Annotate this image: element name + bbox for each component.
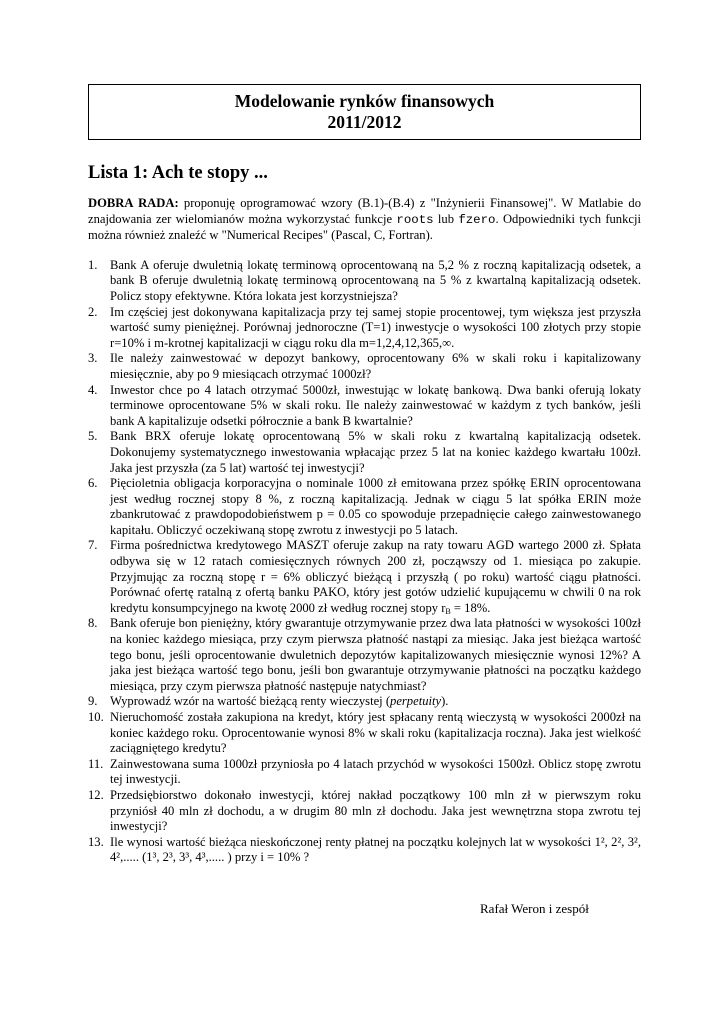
document-page: [88, 84, 641, 866]
problem-text: Bank BRX oferuje lokatę oprocentowaną 5% w skali roku z kwartalną kapitalizacją odsetek. Dokonujemy systematycznego inwestowania wpłacając przez 5 lat na koniec każdego kwartału 100zł. Jaka jest przyszła (za 5 lat) wartość tej inwestycji?: [110, 429, 641, 475]
problem-number: 3.: [88, 351, 98, 366]
code-fzero: fzero: [458, 212, 496, 227]
problem-item: [88, 538, 641, 616]
problem-item: [88, 476, 641, 538]
list-title: Lista 1: Ach te stopy ...: [88, 163, 268, 183]
problem-text: Zainwestowana suma 1000zł przyniosła po 4 latach przychód w wysokości 1500zł. Oblicz stopę zwrotu tej inwestycji.: [110, 756, 641, 787]
advice-paragraph: [88, 196, 641, 244]
problem-item: [88, 305, 641, 352]
rate-subscript: B: [445, 606, 451, 616]
academic-year: 2011/2012: [327, 112, 402, 132]
italic-term: perpetuity: [390, 694, 442, 709]
problem-list: [88, 258, 641, 866]
problem-text: Nieruchomość została zakupiona na kredyt, który jest spłacany rentą wieczystą w wysokości 2000zł na koniec każdego roku. Oprocentowanie wynosi 8% w skali roku (kapitalizacja roczna). Jaka jest wielkość zaciągniętego kredytu?: [110, 710, 641, 756]
problem-text: Inwestor chce po 4 latach otrzymać 5000zł, inwestując w lokatę bankową. Dwa banki oferują lokaty terminowe oprocentowane 5% w skali roku. Ile należy zainwestować w każdym z tych banków, jeśli bank A kapitalizuje odsetki półrocznie a bank B kwartalnie?: [110, 382, 641, 428]
code-roots: roots: [396, 212, 434, 227]
problem-number: 10.: [88, 710, 104, 724]
problem-number: 6.: [88, 476, 98, 491]
problem-item: [88, 429, 641, 476]
problem-number: 13.: [88, 834, 104, 849]
problem-number: 2.: [88, 304, 98, 319]
power-series: 1², 2², 3², 4²,..... (1³, 2³, 3³, 4³,..... ) przy i = 10% ?: [110, 834, 641, 865]
problem-number: 9.: [88, 694, 98, 709]
problem-number: 4.: [88, 382, 98, 397]
problem-text: Im częściej jest dokonywana kapitalizacja przy tej samej stopie procentowej, tym większa jest przyszła wartość sumy pieniężnej. Porównaj jednoroczne (T=1) inwestycje o wysokości 100 złotych przy stopie r=10% i m-krotnej kapitalizacji w ciągu roku dla m=1,2,4,12,365,∞.: [110, 304, 641, 350]
problem-item: [88, 835, 641, 866]
advice-text-b: lub: [433, 211, 459, 226]
problem-item: [88, 694, 641, 710]
problem-text: Bank A oferuje dwuletnią lokatę terminową oprocentowaną na 5,2 % z roczną kapitalizacją odsetek, a bank B oferuje dwuletnią lokatę terminową oprocentowaną na 5 % z kwartalną kapitalizacją odsetek. Policz stopy efektywne. Która lokata jest korzystniejsza?: [110, 257, 641, 303]
problem-text: Pięcioletnia obligacja korporacyjna o nominale 1000 zł emitowana przez spółkę ERIN oprocentowana jest według rocznej stopy 8 %, z roczną kapitalizacją. Jednak w ciągu 5 lat spółka ERIN może zbankrutować z prawdopodobieństwem p = 0.05 co spowoduje przepadnięcie całego zainwestowanego kapitału. Obliczyć oczekiwaną stopę zwrotu z inwestycji po 5 latach.: [110, 476, 641, 537]
problem-text: Ile wynosi wartość bieżąca nieskończonej renty płatnej na początku kolejnych lat w wysokości: [110, 834, 595, 849]
problem-number: 11.: [88, 756, 104, 771]
problem-text: Firma pośrednictwa kredytowego MASZT oferuje zakup na raty towaru AGD wartego 2000 zł. Spłata odbywa się w 12 ratach comiesięcznych równych 200 zł, począwszy od 1. miesiąca po zakupie. Przyjmując za roczną stopę r = 6% obliczyć bieżącą i przyszłą ( po roku) wartość ciągu płatności. Porównać ofertę ratalną z ofertą banku PAKO, który jest gotów udzielić kupującemu w chwili 0 na rok kredytu konsumpcyjnego na kwotę 2000 zł według rocznej stopy r: [110, 538, 641, 615]
problem-text-end: = 18%.: [450, 600, 491, 615]
problem-item: [88, 788, 641, 835]
problem-item: [88, 710, 641, 757]
header-box: [88, 84, 641, 140]
problem-number: 8.: [88, 616, 98, 631]
advice-text-a: proponuję oprogramować wzory (B.1)-(B.4) z "Inżynierii Finansowej". W Matlabie do znajdowania zer wielomianów można wykorzystać funkcje: [88, 196, 641, 226]
advice-text-c: . Odpowiedniki tych funkcji można również znaleźć w "Numerical Recipes" (Pascal, C, Fortran).: [88, 211, 641, 243]
document-title: Modelowanie rynków finansowych: [234, 91, 495, 111]
problem-number: 1.: [88, 257, 98, 272]
signature: Rafał Weron i zespół: [480, 901, 589, 916]
problem-item: [88, 757, 641, 788]
problem-number: 5.: [88, 429, 98, 444]
problem-item: [88, 616, 641, 694]
problem-text-end: ).: [441, 694, 449, 709]
problem-text: Wyprowadź wzór na wartość bieżącą renty wieczystej (: [110, 694, 391, 709]
advice-label: DOBRA RADA:: [88, 196, 179, 210]
problem-item: [88, 351, 641, 382]
problem-text: Ile należy zainwestować w depozyt bankowy, oprocentowany 6% w skali roku i kapitalizowany miesięcznie, aby po 9 miesiącach otrzymać 1000zł?: [110, 351, 641, 381]
problem-text: Przedsiębiorstwo dokonało inwestycji, której nakład początkowy 100 mln zł w pierwszym roku przyniósł 40 mln zł dochodu, a w drugim 80 mln zł dochodu. Jaka jest wewnętrzna stopa zwrotu tej inwestycji?: [110, 787, 641, 834]
problem-number: 7.: [88, 538, 98, 553]
problem-number: 12.: [88, 787, 104, 802]
problem-text: Bank oferuje bon pieniężny, który gwarantuje otrzymywanie przez dwa lata płatności w wysokości 100zł na koniec każdego miesiąca, przy czym pierwsza płatność nastąpi za miesiąc. Jaka jest bieżąca wartość tego bonu, jeśli oprocentowanie dwuletnich depozytów kapitalizowanych miesięcznie wynosi 12%? A jaka jest bieżąca wartość tego bonu, jeśli bon gwarantuje otrzymywanie płatności na początku każdego miesiąca, przy czym pierwsza płatność następuje natychmiast?: [110, 616, 641, 693]
problem-item: [88, 258, 641, 305]
problem-item: [88, 383, 641, 430]
